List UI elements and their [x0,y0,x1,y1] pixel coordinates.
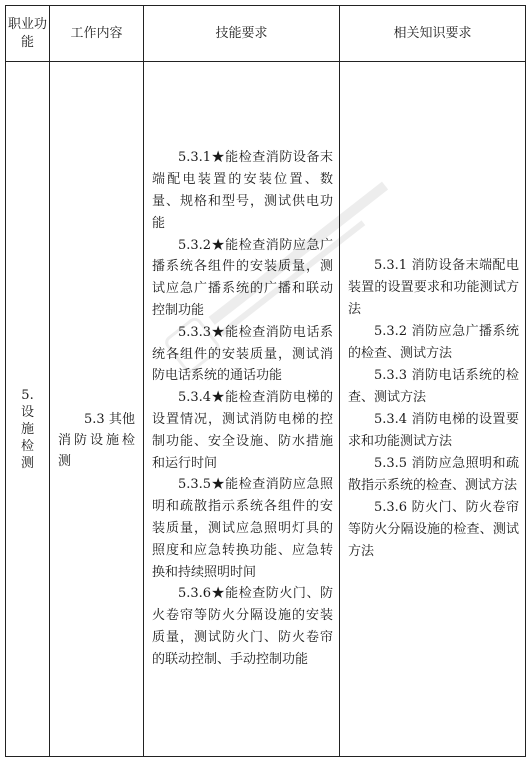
header-work-content: 工作内容 [50,6,144,62]
knowledge-cell [340,62,526,757]
skill-item: 5.3.4★能检查消防电梯的设置情况，测试消防电梯的控制功能、安全设施、防水措施和运行时间 [152,390,333,471]
work-content-text: 5.3 其他消防设施检测 [58,411,135,469]
knowledge-item: 5.3.3 消防电话系统的检查、测试方法 [348,368,519,405]
header-function: 职业功能 [6,6,50,62]
table-row [6,62,526,757]
function-char: 检 [20,438,34,454]
table-header-row [6,6,526,62]
knowledge-item: 5.3.5 消防应急照明和疏散指示系统的检查、测试方法 [348,456,519,493]
knowledge-item: 5.3.1 消防设备末端配电装置的设置要求和功能测试方法 [348,258,519,317]
skill-item: 5.3.1★能检查消防设备末端配电装置的安装位置、数量、规格和型号，测试供电功能 [152,150,333,231]
skill-item: 5.3.2★能检查消防应急广播系统各组件的安装质量，测试应急广播系统的广播和联动控制功能 [152,237,333,319]
skill-item: 5.3.6★能检查防火门、防火卷帘等防火分隔设施的安装质量，测试防火门、防火卷帘的联动控制、手动控制功能 [152,586,333,667]
header-skills: 技能要求 [144,6,340,62]
knowledge-item: 5.3.2 消防应急广播系统的检查、测试方法 [348,324,519,361]
function-char: 施 [20,421,34,437]
work-content-cell [50,62,144,757]
function-char: 测 [20,455,34,471]
function-number: 5. [21,387,34,403]
skills-table [5,5,526,757]
skills-cell [144,62,340,757]
knowledge-item: 5.3.6 防火门、防火卷帘等防火分隔设施的检查、测试方法 [348,500,519,559]
knowledge-item: 5.3.4 消防电梯的设置要求和功能测试方法 [348,412,519,449]
header-knowledge: 相关知识要求 [340,6,526,62]
skill-item: 5.3.5★能检查消防应急照明和疏散指示系统各组件的安装质量，测试应急照明灯具的照度和应急转换功能、应急转换和持续照明时间 [152,477,333,580]
skill-item: 5.3.3★能检查消防电话系统各组件的安装质量，测试消防电话系统的通话功能 [152,324,333,384]
function-char: 设 [20,404,34,420]
function-cell [6,62,50,757]
